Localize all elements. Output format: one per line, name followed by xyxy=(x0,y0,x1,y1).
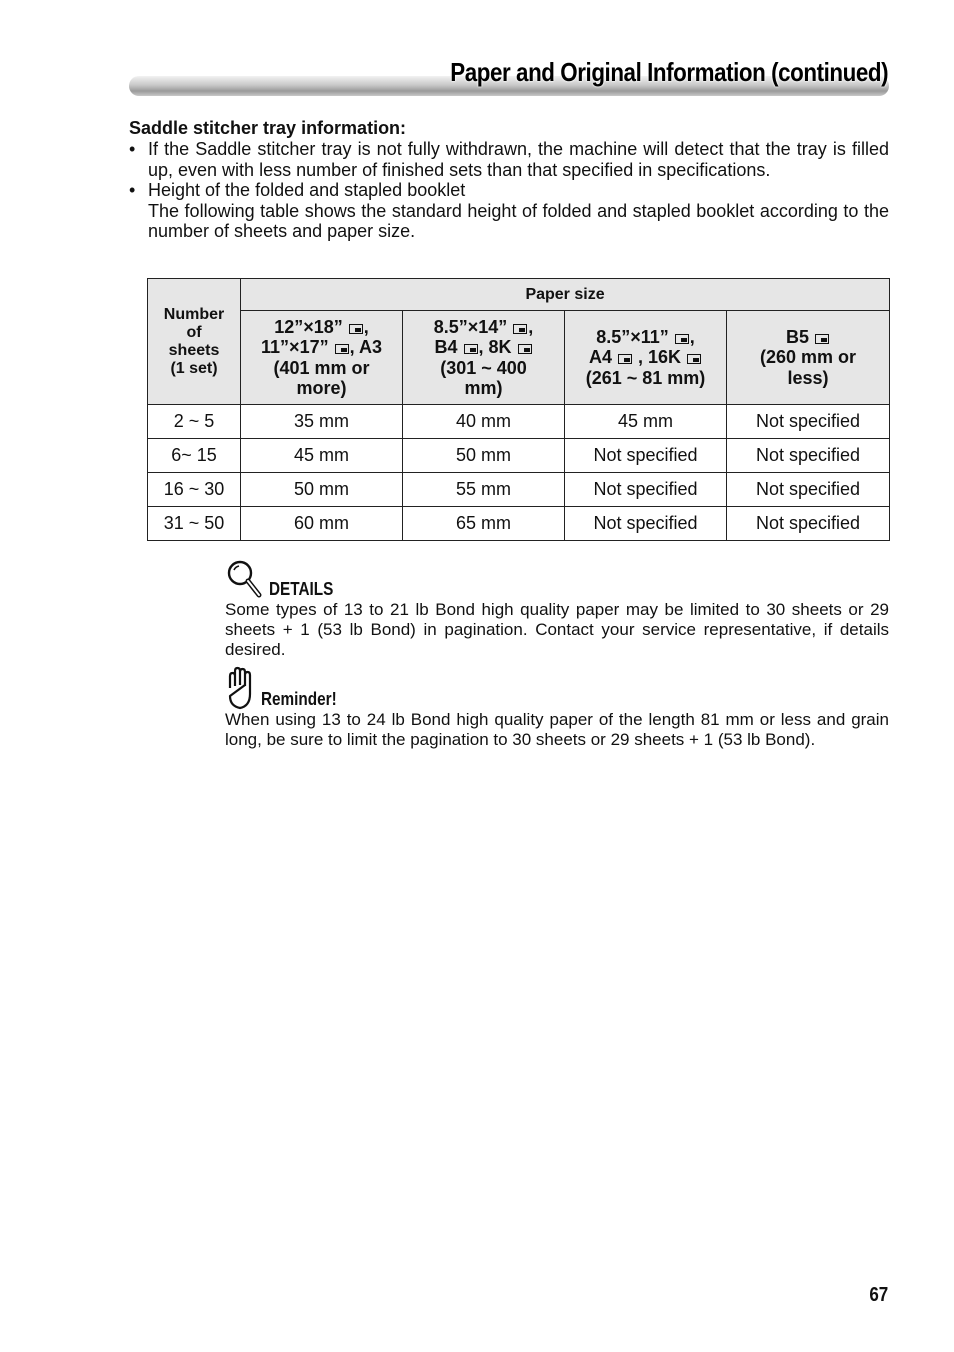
column-header-text: , 16K xyxy=(632,347,682,368)
table-row xyxy=(148,507,890,541)
height-cell: 45 mm xyxy=(241,439,403,473)
column-header-text: (301 ~ 400 xyxy=(440,357,527,378)
corner-line: Number xyxy=(163,305,225,323)
magnifier-icon xyxy=(225,558,263,600)
sheets-cell: 16 ~ 30 xyxy=(148,473,241,507)
paper-orientation-icon xyxy=(349,324,363,334)
height-cell: 50 mm xyxy=(403,439,565,473)
height-cell: Not specified xyxy=(727,439,890,473)
paper-orientation-icon xyxy=(513,324,527,334)
bullet-dot: • xyxy=(129,139,136,159)
paper-orientation-icon xyxy=(335,344,349,354)
paper-size-header: Paper size xyxy=(241,279,890,311)
reminder-note xyxy=(225,666,889,750)
column-header-text: 8.5”×11” xyxy=(596,326,669,347)
section-heading: Saddle stitcher tray information: xyxy=(129,118,407,138)
height-cell: Not specified xyxy=(727,507,890,541)
corner-line: sheets xyxy=(168,341,220,359)
paper-orientation-icon xyxy=(618,354,632,364)
paper-orientation-icon xyxy=(464,344,478,354)
column-header-text: , xyxy=(363,316,369,337)
column-header xyxy=(403,311,565,405)
corner-line: (1 set) xyxy=(170,359,218,377)
hand-icon xyxy=(225,666,255,710)
bullet-subtext: The following table shows the standard height of folded and stapled booklet according to the number of sheets and paper size. xyxy=(148,200,889,241)
paper-orientation-icon xyxy=(675,334,689,344)
reminder-text: When using 13 to 24 lb Bond high quality paper of the length 81 mm or less and grain long, be sure to limit the pagination to 30 sheets or 29 sheets + 1 (53 lb Bond). xyxy=(225,710,889,749)
column-header-text: 8.5”×14” xyxy=(433,316,508,337)
bullet-text: Height of the folded and stapled booklet xyxy=(148,180,466,200)
column-header-text: more) xyxy=(296,378,347,398)
column-header-text: 11”×17” xyxy=(261,337,329,357)
sheets-cell: 31 ~ 50 xyxy=(148,507,241,541)
column-header-text: 12”×18” xyxy=(274,316,343,337)
details-note xyxy=(225,556,889,660)
height-cell: Not specified xyxy=(565,439,727,473)
column-header-text: , A3 xyxy=(349,337,382,357)
height-cell: 55 mm xyxy=(403,473,565,507)
column-header-text: B5 xyxy=(786,326,810,347)
column-header-text: (261 ~ 81 mm) xyxy=(585,367,706,388)
column-header-text: mm) xyxy=(464,378,503,398)
height-cell: Not specified xyxy=(565,507,727,541)
height-cell: 35 mm xyxy=(241,405,403,439)
booklet-height-table xyxy=(147,278,890,541)
table-row xyxy=(148,473,890,507)
height-cell: 50 mm xyxy=(241,473,403,507)
column-header-text: A4 xyxy=(588,347,612,368)
details-label: DETAILS xyxy=(269,579,334,599)
column-header-text: , xyxy=(689,326,695,347)
height-cell: Not specified xyxy=(727,473,890,507)
page-number: 67 xyxy=(869,1284,888,1306)
column-header-text: (401 mm or xyxy=(273,357,370,378)
bullet-dot: • xyxy=(129,180,136,200)
height-cell: Not specified xyxy=(727,405,890,439)
column-header-text: , 8K xyxy=(478,337,512,357)
height-cell: 60 mm xyxy=(241,507,403,541)
table-row xyxy=(148,405,890,439)
reminder-label: Reminder! xyxy=(261,689,337,709)
bullet-item xyxy=(129,139,889,180)
height-cell: Not specified xyxy=(565,473,727,507)
column-header-text: B4 xyxy=(434,337,458,357)
page-title: Paper and Original Information (continued) xyxy=(450,57,888,87)
height-cell: 40 mm xyxy=(403,405,565,439)
sheets-cell: 2 ~ 5 xyxy=(148,405,241,439)
sheets-cell: 6~ 15 xyxy=(148,439,241,473)
height-cell: 45 mm xyxy=(565,405,727,439)
column-header-text: , xyxy=(528,316,534,337)
column-header-text: (260 mm or xyxy=(759,347,857,368)
paper-orientation-icon xyxy=(518,344,532,354)
corner-line: of xyxy=(186,323,202,341)
height-cell: 65 mm xyxy=(403,507,565,541)
details-text: Some types of 13 to 21 lb Bond high quality paper may be limited to 30 sheets or 29 sheets + 1 (53 lb Bond) in pagination. Contact your service representative, if details desired. xyxy=(225,600,889,659)
table-corner-header xyxy=(148,279,241,405)
paper-orientation-icon xyxy=(687,354,701,364)
bullet-list xyxy=(129,139,889,242)
bullet-item xyxy=(129,180,889,242)
column-header xyxy=(565,311,727,405)
bullet-text: If the Saddle stitcher tray is not fully withdrawn, the machine will detect that the tray is filled up, even with less number of finished sets than that specified in specifications. xyxy=(148,139,889,180)
column-header-text: less) xyxy=(787,367,829,388)
table-row xyxy=(148,439,890,473)
column-header xyxy=(241,311,403,405)
column-header xyxy=(727,311,890,405)
paper-orientation-icon xyxy=(815,334,829,344)
